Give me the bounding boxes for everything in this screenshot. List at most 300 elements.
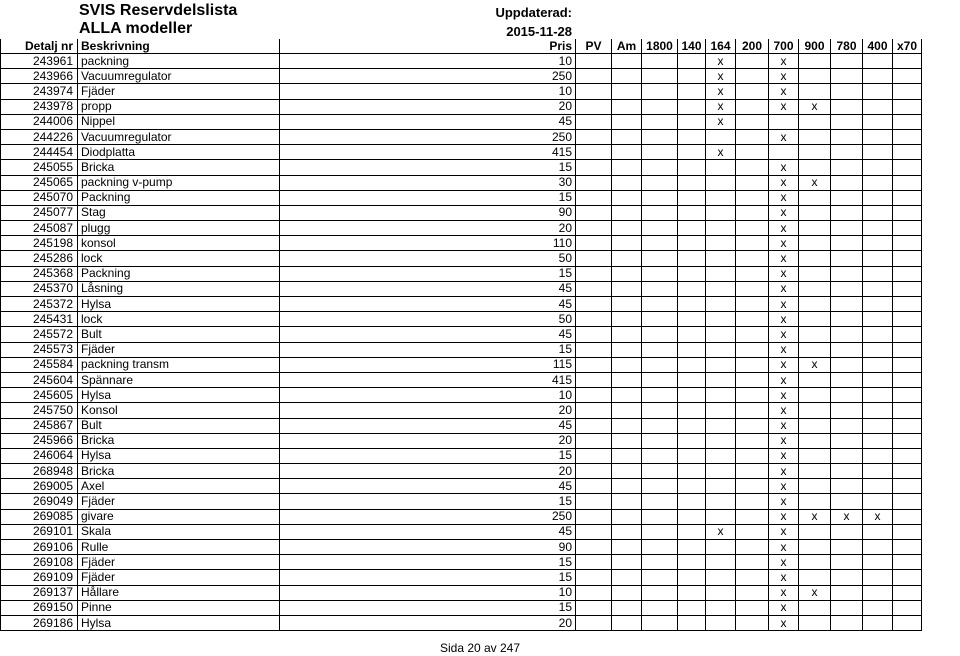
part-number-cell: 269186 bbox=[1, 615, 78, 630]
model-mark-cell bbox=[678, 357, 706, 372]
model-mark-cell: x bbox=[799, 585, 831, 600]
model-mark-cell bbox=[642, 281, 678, 296]
model-mark-cell bbox=[831, 251, 863, 266]
table-row bbox=[1, 418, 922, 433]
model-mark-cell bbox=[612, 524, 642, 539]
table-row bbox=[1, 281, 922, 296]
model-mark-cell bbox=[576, 418, 612, 433]
model-mark-cell bbox=[678, 433, 706, 448]
model-mark-cell bbox=[678, 615, 706, 630]
document-subtitle: ALLA modeller bbox=[79, 20, 193, 37]
model-mark-cell: x bbox=[769, 403, 799, 418]
document-title: SVIS Reservdelslista bbox=[79, 2, 238, 19]
model-mark-cell bbox=[642, 145, 678, 160]
price-cell: 10 bbox=[280, 388, 576, 403]
page-number: Sida 20 av 247 bbox=[439, 641, 521, 655]
model-mark-cell bbox=[642, 524, 678, 539]
model-mark-cell bbox=[736, 129, 769, 144]
model-mark-cell bbox=[799, 448, 831, 463]
description-cell: Vacuumregulator bbox=[78, 129, 280, 144]
description-cell: Hylsa bbox=[78, 297, 280, 312]
model-mark-cell bbox=[799, 570, 831, 585]
model-mark-cell bbox=[612, 494, 642, 509]
description-cell: Nippel bbox=[78, 114, 280, 129]
model-mark-cell bbox=[706, 494, 736, 509]
parts-table bbox=[0, 39, 922, 631]
model-mark-cell bbox=[799, 388, 831, 403]
model-mark-cell bbox=[893, 205, 922, 220]
model-mark-cell bbox=[612, 357, 642, 372]
model-mark-cell bbox=[831, 464, 863, 479]
model-mark-cell bbox=[612, 600, 642, 615]
model-mark-cell bbox=[736, 600, 769, 615]
model-mark-cell bbox=[678, 479, 706, 494]
model-mark-cell bbox=[612, 114, 642, 129]
model-mark-cell bbox=[831, 54, 863, 69]
model-mark-cell bbox=[612, 448, 642, 463]
model-mark-cell: x bbox=[769, 509, 799, 524]
table-row bbox=[1, 190, 922, 205]
model-mark-cell: x bbox=[799, 99, 831, 114]
part-number-cell: 268948 bbox=[1, 464, 78, 479]
model-mark-cell: x bbox=[769, 205, 799, 220]
model-mark-cell bbox=[863, 540, 893, 555]
description-cell: Fjäder bbox=[78, 342, 280, 357]
model-mark-cell bbox=[706, 327, 736, 342]
description-cell: Skala bbox=[78, 524, 280, 539]
model-mark-cell bbox=[576, 266, 612, 281]
description-cell: Fjäder bbox=[78, 570, 280, 585]
description-cell: konsol bbox=[78, 236, 280, 251]
description-cell: Bricka bbox=[78, 160, 280, 175]
model-mark-cell bbox=[893, 342, 922, 357]
price-cell: 15 bbox=[280, 600, 576, 615]
table-row bbox=[1, 433, 922, 448]
model-mark-cell bbox=[893, 190, 922, 205]
model-mark-cell: x bbox=[769, 570, 799, 585]
model-mark-cell bbox=[799, 403, 831, 418]
model-mark-cell bbox=[893, 129, 922, 144]
description-cell: Bricka bbox=[78, 464, 280, 479]
model-mark-cell bbox=[576, 145, 612, 160]
model-mark-cell bbox=[576, 160, 612, 175]
model-mark-cell bbox=[576, 585, 612, 600]
model-mark-cell bbox=[831, 327, 863, 342]
part-number-cell: 245431 bbox=[1, 312, 78, 327]
model-mark-cell: x bbox=[769, 160, 799, 175]
model-mark-cell bbox=[799, 84, 831, 99]
part-number-cell: 245572 bbox=[1, 327, 78, 342]
model-mark-cell bbox=[612, 84, 642, 99]
model-mark-cell bbox=[736, 175, 769, 190]
model-mark-cell bbox=[863, 99, 893, 114]
model-mark-cell bbox=[831, 570, 863, 585]
table-row bbox=[1, 175, 922, 190]
model-mark-cell bbox=[736, 236, 769, 251]
price-cell: 20 bbox=[280, 403, 576, 418]
description-cell: Fjäder bbox=[78, 494, 280, 509]
model-mark-cell bbox=[678, 221, 706, 236]
model-mark-cell bbox=[799, 524, 831, 539]
model-mark-cell bbox=[706, 372, 736, 387]
part-number-cell: 245070 bbox=[1, 190, 78, 205]
table-header-row bbox=[1, 39, 922, 54]
part-number-cell: 245286 bbox=[1, 251, 78, 266]
model-mark-cell: x bbox=[769, 99, 799, 114]
description-cell: lock bbox=[78, 312, 280, 327]
model-mark-cell bbox=[612, 615, 642, 630]
model-mark-cell bbox=[736, 312, 769, 327]
table-row bbox=[1, 585, 922, 600]
table-row bbox=[1, 99, 922, 114]
model-mark-cell bbox=[831, 175, 863, 190]
model-mark-cell bbox=[612, 403, 642, 418]
model-mark-cell: x bbox=[706, 114, 736, 129]
model-mark-cell bbox=[893, 615, 922, 630]
model-mark-cell bbox=[893, 84, 922, 99]
model-mark-cell bbox=[893, 479, 922, 494]
model-mark-cell bbox=[576, 84, 612, 99]
model-mark-cell: x bbox=[799, 175, 831, 190]
part-number-cell: 269106 bbox=[1, 540, 78, 555]
price-cell: 15 bbox=[280, 190, 576, 205]
model-mark-cell bbox=[893, 600, 922, 615]
model-mark-cell: x bbox=[769, 327, 799, 342]
model-mark-cell bbox=[576, 190, 612, 205]
model-mark-cell bbox=[576, 448, 612, 463]
column-header: 700 bbox=[769, 39, 799, 54]
model-mark-cell bbox=[706, 221, 736, 236]
model-mark-cell bbox=[706, 600, 736, 615]
model-mark-cell bbox=[863, 464, 893, 479]
model-mark-cell: x bbox=[831, 509, 863, 524]
model-mark-cell bbox=[863, 403, 893, 418]
model-mark-cell: x bbox=[706, 54, 736, 69]
model-mark-cell bbox=[612, 433, 642, 448]
model-mark-cell bbox=[893, 570, 922, 585]
model-mark-cell bbox=[831, 524, 863, 539]
model-mark-cell bbox=[831, 403, 863, 418]
model-mark-cell bbox=[799, 129, 831, 144]
part-number-cell: 269137 bbox=[1, 585, 78, 600]
model-mark-cell bbox=[706, 509, 736, 524]
model-mark-cell: x bbox=[769, 600, 799, 615]
model-mark-cell bbox=[642, 129, 678, 144]
model-mark-cell bbox=[706, 281, 736, 296]
price-cell: 115 bbox=[280, 357, 576, 372]
model-mark-cell bbox=[863, 555, 893, 570]
model-mark-cell bbox=[863, 160, 893, 175]
table-row bbox=[1, 297, 922, 312]
model-mark-cell bbox=[576, 357, 612, 372]
model-mark-cell: x bbox=[706, 99, 736, 114]
model-mark-cell bbox=[893, 585, 922, 600]
model-mark-cell bbox=[863, 69, 893, 84]
model-mark-cell bbox=[863, 175, 893, 190]
model-mark-cell bbox=[831, 205, 863, 220]
model-mark-cell bbox=[863, 236, 893, 251]
model-mark-cell: x bbox=[769, 524, 799, 539]
model-mark-cell bbox=[576, 524, 612, 539]
model-mark-cell bbox=[576, 221, 612, 236]
model-mark-cell bbox=[893, 403, 922, 418]
model-mark-cell bbox=[612, 129, 642, 144]
model-mark-cell bbox=[893, 281, 922, 296]
model-mark-cell bbox=[831, 357, 863, 372]
model-mark-cell bbox=[642, 388, 678, 403]
model-mark-cell bbox=[863, 190, 893, 205]
price-cell: 45 bbox=[280, 281, 576, 296]
column-header: 1800 bbox=[642, 39, 678, 54]
model-mark-cell bbox=[863, 205, 893, 220]
model-mark-cell bbox=[831, 372, 863, 387]
model-mark-cell bbox=[642, 69, 678, 84]
model-mark-cell bbox=[799, 433, 831, 448]
model-mark-cell bbox=[678, 342, 706, 357]
model-mark-cell bbox=[576, 327, 612, 342]
price-cell: 20 bbox=[280, 615, 576, 630]
description-cell: Hylsa bbox=[78, 448, 280, 463]
table-row bbox=[1, 145, 922, 160]
table-row bbox=[1, 509, 922, 524]
model-mark-cell bbox=[612, 175, 642, 190]
table-row bbox=[1, 342, 922, 357]
table-row bbox=[1, 114, 922, 129]
model-mark-cell bbox=[612, 251, 642, 266]
column-header: 140 bbox=[678, 39, 706, 54]
price-cell: 20 bbox=[280, 221, 576, 236]
model-mark-cell bbox=[769, 145, 799, 160]
model-mark-cell bbox=[576, 464, 612, 479]
description-cell: Stag bbox=[78, 205, 280, 220]
model-mark-cell bbox=[893, 448, 922, 463]
part-number-cell: 243961 bbox=[1, 54, 78, 69]
model-mark-cell bbox=[736, 585, 769, 600]
table-row bbox=[1, 357, 922, 372]
model-mark-cell bbox=[576, 281, 612, 296]
model-mark-cell bbox=[706, 540, 736, 555]
part-number-cell: 245605 bbox=[1, 388, 78, 403]
model-mark-cell bbox=[831, 160, 863, 175]
part-number-cell: 244006 bbox=[1, 114, 78, 129]
model-mark-cell: x bbox=[769, 266, 799, 281]
column-header: 164 bbox=[706, 39, 736, 54]
model-mark-cell: x bbox=[769, 297, 799, 312]
model-mark-cell: x bbox=[769, 357, 799, 372]
model-mark-cell bbox=[642, 372, 678, 387]
model-mark-cell bbox=[678, 281, 706, 296]
price-cell: 415 bbox=[280, 372, 576, 387]
model-mark-cell bbox=[706, 479, 736, 494]
price-cell: 15 bbox=[280, 266, 576, 281]
updated-date: 2015-11-28 bbox=[506, 24, 572, 39]
model-mark-cell bbox=[893, 99, 922, 114]
model-mark-cell: x bbox=[769, 479, 799, 494]
model-mark-cell bbox=[831, 190, 863, 205]
model-mark-cell bbox=[736, 448, 769, 463]
model-mark-cell bbox=[642, 114, 678, 129]
model-mark-cell bbox=[863, 312, 893, 327]
model-mark-cell bbox=[863, 129, 893, 144]
model-mark-cell bbox=[612, 570, 642, 585]
model-mark-cell bbox=[576, 509, 612, 524]
price-cell: 50 bbox=[280, 312, 576, 327]
model-mark-cell bbox=[576, 570, 612, 585]
part-number-cell: 245055 bbox=[1, 160, 78, 175]
column-header: 900 bbox=[799, 39, 831, 54]
description-cell: Hylsa bbox=[78, 388, 280, 403]
part-number-cell: 246064 bbox=[1, 448, 78, 463]
model-mark-cell bbox=[642, 266, 678, 281]
model-mark-cell bbox=[831, 266, 863, 281]
model-mark-cell bbox=[831, 448, 863, 463]
model-mark-cell bbox=[863, 494, 893, 509]
model-mark-cell bbox=[831, 342, 863, 357]
part-number-cell: 269108 bbox=[1, 555, 78, 570]
model-mark-cell bbox=[831, 129, 863, 144]
model-mark-cell bbox=[863, 357, 893, 372]
price-cell: 110 bbox=[280, 236, 576, 251]
model-mark-cell: x bbox=[769, 129, 799, 144]
model-mark-cell bbox=[863, 479, 893, 494]
table-row bbox=[1, 479, 922, 494]
model-mark-cell bbox=[893, 145, 922, 160]
model-mark-cell bbox=[893, 221, 922, 236]
model-mark-cell bbox=[736, 524, 769, 539]
model-mark-cell bbox=[893, 312, 922, 327]
model-mark-cell bbox=[799, 266, 831, 281]
model-mark-cell bbox=[831, 433, 863, 448]
column-header: x70 bbox=[893, 39, 922, 54]
model-mark-cell bbox=[736, 388, 769, 403]
model-mark-cell bbox=[706, 585, 736, 600]
table-row bbox=[1, 448, 922, 463]
model-mark-cell bbox=[612, 99, 642, 114]
part-number-cell: 243966 bbox=[1, 69, 78, 84]
model-mark-cell bbox=[706, 464, 736, 479]
model-mark-cell bbox=[706, 342, 736, 357]
model-mark-cell bbox=[576, 251, 612, 266]
model-mark-cell bbox=[678, 160, 706, 175]
table-row bbox=[1, 312, 922, 327]
model-mark-cell bbox=[642, 297, 678, 312]
model-mark-cell bbox=[706, 418, 736, 433]
price-cell: 10 bbox=[280, 54, 576, 69]
model-mark-cell bbox=[799, 114, 831, 129]
model-mark-cell bbox=[576, 129, 612, 144]
model-mark-cell: x bbox=[769, 464, 799, 479]
model-mark-cell bbox=[799, 251, 831, 266]
model-mark-cell bbox=[678, 145, 706, 160]
model-mark-cell bbox=[642, 221, 678, 236]
model-mark-cell bbox=[831, 114, 863, 129]
model-mark-cell bbox=[736, 160, 769, 175]
model-mark-cell: x bbox=[769, 54, 799, 69]
model-mark-cell bbox=[799, 312, 831, 327]
model-mark-cell bbox=[706, 266, 736, 281]
column-header: Detalj nr bbox=[1, 39, 78, 54]
model-mark-cell bbox=[863, 524, 893, 539]
model-mark-cell bbox=[831, 312, 863, 327]
column-header: Pris bbox=[280, 39, 576, 54]
model-mark-cell bbox=[576, 205, 612, 220]
model-mark-cell: x bbox=[769, 251, 799, 266]
table-row bbox=[1, 570, 922, 585]
model-mark-cell bbox=[612, 479, 642, 494]
model-mark-cell bbox=[893, 555, 922, 570]
model-mark-cell bbox=[863, 600, 893, 615]
model-mark-cell bbox=[893, 327, 922, 342]
model-mark-cell bbox=[799, 327, 831, 342]
model-mark-cell bbox=[678, 236, 706, 251]
model-mark-cell bbox=[576, 388, 612, 403]
model-mark-cell bbox=[612, 464, 642, 479]
model-mark-cell bbox=[893, 69, 922, 84]
model-mark-cell bbox=[831, 297, 863, 312]
model-mark-cell bbox=[799, 464, 831, 479]
model-mark-cell bbox=[678, 418, 706, 433]
table-row bbox=[1, 372, 922, 387]
model-mark-cell bbox=[612, 145, 642, 160]
model-mark-cell bbox=[642, 509, 678, 524]
model-mark-cell bbox=[706, 205, 736, 220]
model-mark-cell bbox=[612, 69, 642, 84]
model-mark-cell bbox=[831, 84, 863, 99]
model-mark-cell bbox=[831, 388, 863, 403]
table-row bbox=[1, 251, 922, 266]
description-cell: Pinne bbox=[78, 600, 280, 615]
price-cell: 45 bbox=[280, 297, 576, 312]
price-cell: 45 bbox=[280, 114, 576, 129]
model-mark-cell bbox=[642, 175, 678, 190]
model-mark-cell bbox=[642, 327, 678, 342]
model-mark-cell bbox=[736, 570, 769, 585]
model-mark-cell bbox=[642, 84, 678, 99]
description-cell: packning v-pump bbox=[78, 175, 280, 190]
model-mark-cell bbox=[642, 403, 678, 418]
price-cell: 45 bbox=[280, 524, 576, 539]
model-mark-cell bbox=[642, 448, 678, 463]
model-mark-cell bbox=[576, 236, 612, 251]
model-mark-cell bbox=[736, 190, 769, 205]
table-row bbox=[1, 524, 922, 539]
model-mark-cell bbox=[893, 251, 922, 266]
model-mark-cell bbox=[736, 555, 769, 570]
price-cell: 15 bbox=[280, 342, 576, 357]
model-mark-cell bbox=[736, 615, 769, 630]
model-mark-cell bbox=[576, 555, 612, 570]
model-mark-cell bbox=[642, 585, 678, 600]
model-mark-cell bbox=[678, 403, 706, 418]
model-mark-cell bbox=[612, 236, 642, 251]
model-mark-cell bbox=[612, 281, 642, 296]
model-mark-cell bbox=[736, 418, 769, 433]
model-mark-cell bbox=[612, 418, 642, 433]
model-mark-cell bbox=[612, 372, 642, 387]
model-mark-cell bbox=[706, 160, 736, 175]
model-mark-cell bbox=[736, 297, 769, 312]
model-mark-cell bbox=[799, 372, 831, 387]
model-mark-cell: x bbox=[706, 84, 736, 99]
price-cell: 90 bbox=[280, 540, 576, 555]
table-row bbox=[1, 84, 922, 99]
model-mark-cell bbox=[612, 555, 642, 570]
model-mark-cell bbox=[612, 205, 642, 220]
model-mark-cell bbox=[678, 84, 706, 99]
model-mark-cell bbox=[863, 448, 893, 463]
model-mark-cell bbox=[831, 479, 863, 494]
model-mark-cell bbox=[799, 297, 831, 312]
